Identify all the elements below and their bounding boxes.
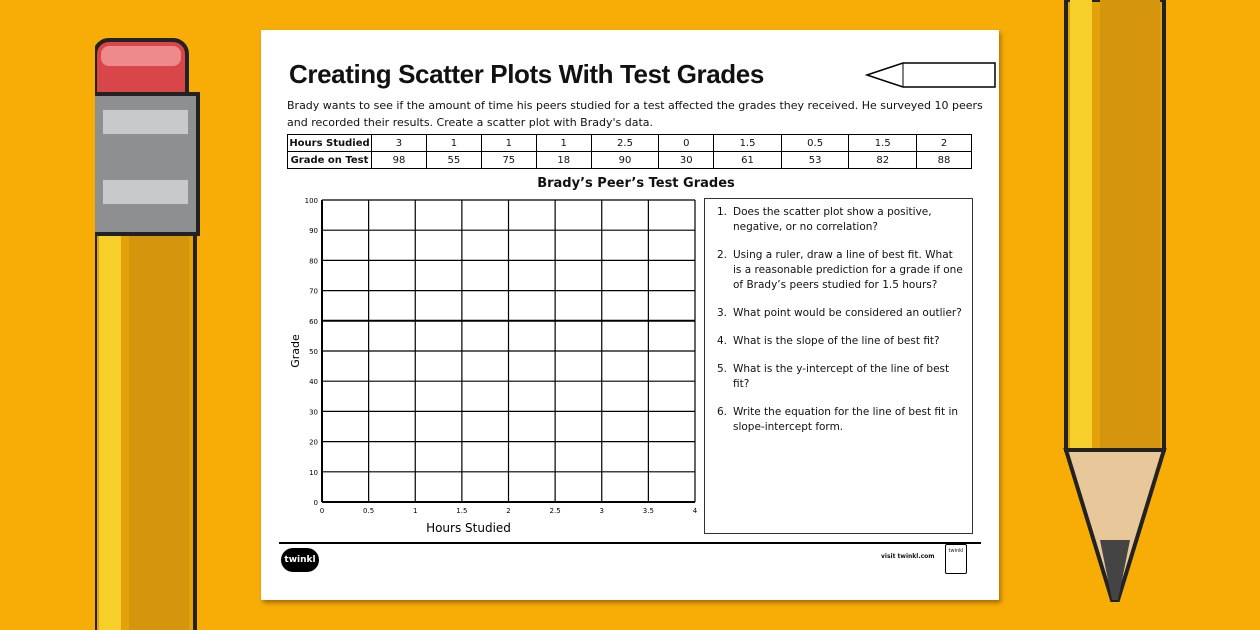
question-text: Using a ruler, draw a line of best fit. What is a reasonable prediction for a grade if one of Brady’s peers studied for 1.5 hours? bbox=[733, 249, 963, 291]
footer-divider bbox=[279, 542, 981, 544]
y-tick-label: 100 bbox=[304, 197, 318, 205]
x-tick-label: 4 bbox=[692, 507, 698, 515]
question-text: What point would be considered an outlier? bbox=[733, 307, 962, 319]
x-tick-label: 2.5 bbox=[549, 507, 561, 515]
question-item bbox=[713, 405, 964, 435]
table-cell: 1.5 bbox=[714, 135, 782, 152]
y-tick-label: 70 bbox=[309, 287, 318, 296]
question-text: Does the scatter plot show a positive, negative, or no correlation? bbox=[733, 206, 932, 233]
table-cell: 82 bbox=[849, 152, 917, 169]
x-tick-label: 0.5 bbox=[363, 507, 375, 515]
y-tick-label: 0 bbox=[313, 499, 318, 507]
row-header: Hours Studied bbox=[288, 135, 372, 152]
table-cell: 1 bbox=[481, 135, 536, 152]
y-tick-label: 40 bbox=[309, 378, 318, 387]
question-number: 5. bbox=[716, 363, 727, 375]
question-item bbox=[713, 362, 964, 392]
quality-badge: twinkl bbox=[945, 544, 967, 574]
table-cell: 2.5 bbox=[591, 135, 659, 152]
question-number: 4. bbox=[716, 335, 727, 347]
table-cell: 2 bbox=[917, 135, 972, 152]
row-header: Grade on Test bbox=[288, 152, 372, 169]
pencil-outline-icon bbox=[865, 60, 997, 90]
table-cell: 18 bbox=[536, 152, 591, 169]
question-number: 1. bbox=[716, 206, 727, 218]
pencil-eraser-illustration bbox=[95, 30, 200, 630]
x-tick-label: 1 bbox=[413, 507, 418, 515]
y-tick-label: 90 bbox=[309, 227, 318, 236]
table-cell: 75 bbox=[481, 152, 536, 169]
y-tick-label: 50 bbox=[309, 348, 318, 356]
question-text: What is the slope of the line of best fit? bbox=[733, 335, 940, 347]
worksheet-title: Creating Scatter Plots With Test Grades bbox=[289, 59, 764, 89]
data-table bbox=[287, 134, 972, 169]
table-row-hours bbox=[288, 135, 972, 152]
table-cell: 88 bbox=[917, 152, 972, 169]
y-tick-label: 10 bbox=[309, 468, 318, 477]
visit-link[interactable]: visit twinkl.com bbox=[881, 553, 935, 560]
table-cell: 30 bbox=[659, 152, 714, 169]
x-tick-label: 3 bbox=[599, 507, 604, 515]
x-tick-label: 3.5 bbox=[642, 507, 654, 515]
table-cell: 98 bbox=[372, 152, 427, 169]
table-cell: 1.5 bbox=[849, 135, 917, 152]
question-number: 3. bbox=[716, 307, 727, 319]
question-item bbox=[713, 205, 964, 235]
question-item bbox=[713, 334, 964, 349]
worksheet bbox=[261, 30, 999, 600]
pencil-tip-illustration bbox=[1060, 0, 1170, 610]
table-cell: 3 bbox=[372, 135, 427, 152]
question-text: What is the y-intercept of the line of best fit? bbox=[733, 363, 950, 390]
table-cell: 55 bbox=[426, 152, 481, 169]
question-number: 6. bbox=[716, 406, 727, 418]
y-tick-label: 20 bbox=[309, 438, 318, 447]
question-item bbox=[713, 248, 964, 293]
intro-text: Brady wants to see if the amount of time his peers studied for a test affected the grades they received. He surveyed 10 peers and recorded their results. Create a scatter plot with Brady's data. bbox=[287, 99, 983, 129]
y-tick-label: 60 bbox=[309, 317, 318, 326]
table-cell: 61 bbox=[714, 152, 782, 169]
scatter-plot-grid bbox=[281, 190, 701, 540]
x-tick-label: 2 bbox=[506, 507, 511, 515]
questions-box bbox=[704, 198, 973, 534]
table-cell: 90 bbox=[591, 152, 659, 169]
chart-title: Brady’s Peer’s Test Grades bbox=[537, 176, 735, 191]
y-tick-label: 80 bbox=[309, 257, 318, 266]
question-text: Write the equation for the line of best fit in slope-intercept form. bbox=[733, 406, 959, 433]
table-cell: 0.5 bbox=[781, 135, 849, 152]
table-row-grades bbox=[288, 152, 972, 169]
question-item bbox=[713, 306, 964, 321]
table-cell: 0 bbox=[659, 135, 714, 152]
table-cell: 1 bbox=[536, 135, 591, 152]
y-tick-label: 30 bbox=[309, 408, 318, 417]
x-axis-label: Hours Studied bbox=[426, 521, 511, 535]
y-axis-label: Grade bbox=[289, 334, 302, 368]
x-tick-label: 0 bbox=[319, 507, 325, 515]
table-cell: 1 bbox=[426, 135, 481, 152]
x-tick-label: 1.5 bbox=[456, 507, 468, 515]
twinkl-logo: twinkl bbox=[281, 548, 319, 572]
question-number: 2. bbox=[716, 249, 727, 261]
table-cell: 53 bbox=[781, 152, 849, 169]
